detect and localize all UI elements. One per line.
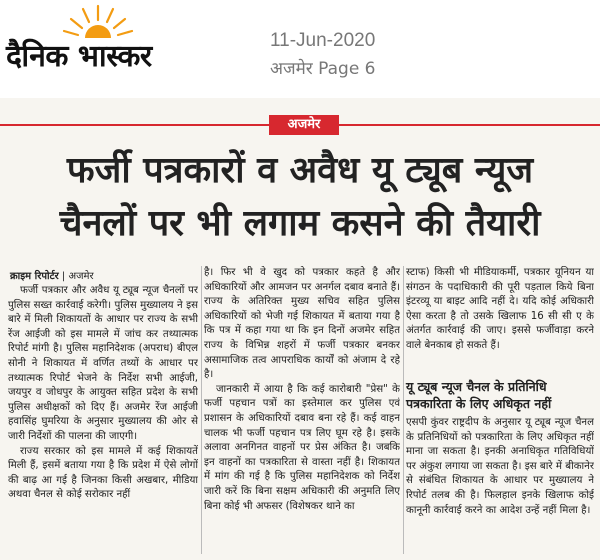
paragraph: है। फिर भी वे खुद को पत्रकार कहते है और अधिकारियों और आमजन पर अनर्गल दबाव बनाते हैं। राज्य के अतिरिक्त मुख्य सचिव सहित पुलिस अधिकारियों को भेजी गई शिकायत में बताया गया है कि पत्र में कहा गया था कि इन दिनों अजमेर सहित राज्य के विभिन्न शहरों में फर्जी पत्रकार बनकर असामाजिक तत्व आपराधिक कार्यों को अंजाम दे रहे है। bbox=[204, 267, 400, 381]
paragraph: एसपी कुंवर राष्ट्रदीप के अनुसार यू ट्यूब न्यूज चैनल के प्रतिनिधियों को पत्रकारिता के लिए अधिकृत नहीं माना जा सकता है। इनकी अनाधिकृत गतिविधियों पर अंकुश लगाया जा सकता है। इस बारे में बीकानेर से संबंधित शिकायत के आधार पर मुख्यालय ने रिपोर्ट तलब की है। फिलहाल इनके खिलाफ कोई कानूनी कार्रवाई करने का आदेश उन्हें नहीं मिला है। bbox=[406, 417, 594, 516]
column-divider bbox=[403, 266, 404, 554]
section-tag: अजमेर bbox=[269, 115, 339, 135]
paragraph: जानकारी में आया है कि कई कारोबारी "प्रेस" के फर्जी पहचान पत्रों का इस्तेमाल कर पुलिस एवं प्रशासन के अधिकारियों दबाव बना रहे हैं। कई वाहन चालक भी फर्जी पहचान पत्र लिए घूम रहे है। इसके अलावा अनगिनत वाहनों पर प्रेस अंकित है। जबकि इन वाहनों का पत्रकारिता से वास्ता नहीं है। शिकायत में मांग की गई है कि पुलिस महानिदेशक को निर्देश जारी करें कि बिना सक्षम अधिकारी की अनुमति लिए बिना कोई भी अफसर (विशेषकर थाने का bbox=[204, 383, 400, 512]
column-divider bbox=[201, 266, 202, 554]
paragraph: फर्जी पत्रकार और अवैध यू ट्यूब न्यूज चैनलों पर पुलिस सख्त कार्रवाई करेगी। पुलिस मुख्यालय ने इस बारे में मिली शिकायतों के आधार पर राज्य के सभी रेंज आईजी को इस मामले में जांच कर तथ्यात्मक रिपोर्ट मांगी है। पुलिस महानिदेशक (अपराध) बीएल सोनी ने शिकायत में वर्णित तथ्यों के आधार पर तथ्यात्मक रिपोर्ट भेजने के निर्देश सभी आईजी, जयपुर व जोधपुर के आयुक्त सहित प्रदेश के सभी पुलिस अधीक्षकों को दिए हैं। अजमेर रेंज आईजी हवासिंह घुमरिया के अनुसार मुख्यालय की ओर से जारी निर्देशों की पालना की जाएगी। bbox=[8, 285, 198, 442]
sub-headline: यू ट्यूब न्यूज चैनल के प्रतिनिधि पत्रकारिता के लिए अधिकृत नहीं bbox=[406, 379, 552, 411]
byline-place: | अजमेर bbox=[61, 271, 94, 282]
article-column-2 bbox=[204, 266, 400, 554]
paragraph: स्टाफ) किसी भी मीडियाकर्मी, पत्रकार यूनियन या संगठन के पदाधिकारी की पूरी पड़ताल किये बिना इंटरव्यू या बाइट आदि नहीं दे। यदि कोई अधिकारी ऐसा करता है तो उसके खिलाफ 16 सी सी ए के अंतर्गत कार्रवाई की जाए। इससे फर्जीवाड़ा करने वाले बेनकाब हो सकते हैं। bbox=[406, 267, 594, 351]
article-column-3-continued bbox=[406, 416, 594, 554]
sun-logo-icon bbox=[58, 2, 138, 38]
edition-date: 11-Jun-2020 bbox=[270, 30, 376, 51]
article-column-1 bbox=[8, 284, 198, 554]
headline-line-2: चैनलों पर भी लगाम कसने की तैयारी bbox=[59, 203, 541, 244]
paragraph: राज्य सरकार को इस मामले में कई शिकायतें मिली हैं, इसमें बताया गया है कि प्रदेश में ऐसे लोगों की बाढ़ आ गई है जिनका किसी अखबार, मीडिया अथवा चैनल से कोई सरोकार नहीं bbox=[8, 445, 198, 501]
newspaper-brand: दैनिक भास्कर bbox=[6, 39, 152, 74]
masthead bbox=[0, 0, 600, 98]
byline bbox=[10, 268, 200, 282]
edition-page: अजमेर Page 6 bbox=[270, 59, 376, 79]
article-column-3 bbox=[406, 266, 594, 376]
byline-author: क्राइम रिपोर्टर bbox=[10, 271, 59, 282]
headline-line-1: फर्जी पत्रकारों व अवैध यू ट्यूब न्यूज bbox=[66, 150, 534, 191]
